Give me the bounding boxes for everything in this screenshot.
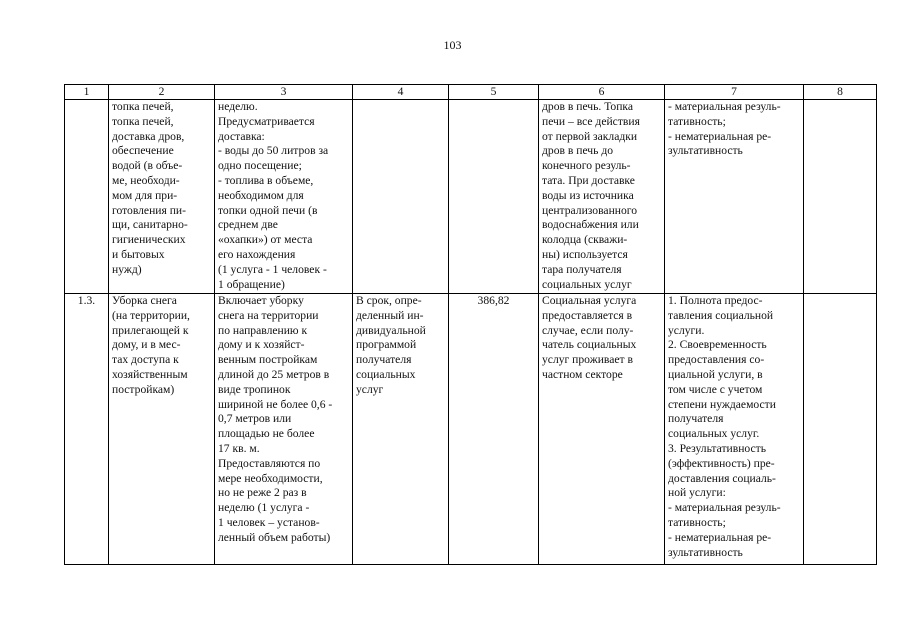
header-col-4: 4 [353, 85, 449, 100]
row-number-cell: 1.3. [65, 294, 109, 565]
header-col-1: 1 [65, 85, 109, 100]
table-row [65, 294, 877, 565]
row-number-cell [65, 100, 109, 294]
header-col-8: 8 [804, 85, 877, 100]
header-col-5: 5 [449, 85, 539, 100]
service-name-cell: Уборка снега (на территории, прилегающей к дому, и в мес- тах доступа к хозяйственным постройкам) [109, 294, 215, 565]
services-table [64, 84, 877, 565]
service-quality-cell: - материальная резуль- тативность; - нематериальная ре- зультативность [665, 100, 804, 294]
service-conditions-cell: дров в печь. Топка печи – все действия от первой закладки дров в печь до конечного резуль- тата. При доставке воды из источника централизованного водоснабжения или колодца (скважи- ны) используется тара получателя социальных услуг [539, 100, 665, 294]
service-description-cell: неделю. Предусматривается доставка: - воды до 50 литров за одно посещение; - топлива в объеме, необходимом для топки одной печи (в среднем две «охапки») от места его нахождения (1 услуга - 1 человек - 1 обращение) [215, 100, 353, 294]
service-price-cell [449, 100, 539, 294]
column-8-cell [804, 294, 877, 565]
service-description-cell: Включает уборку снега на территории по направлению к дому и к хозяйст- венным постройкам длиной до 25 метров в виде тропинок шириной не более 0,6 - 0,7 метров или площадью не более 17 кв. м. Предоставляются по мере необходимости, но не реже 2 раз в неделю (1 услуга - 1 человек – установ- ленный объем работы) [215, 294, 353, 565]
header-col-2: 2 [109, 85, 215, 100]
table-row [65, 100, 877, 294]
service-term-cell: В срок, опре- деленный ин- дивидуальной программой получателя социальных услуг [353, 294, 449, 565]
service-quality-cell: 1. Полнота предос- тавления социальной услуги. 2. Своевременность предоставления со- циальной услуги, в том числе с учетом степени нуждаемости получателя социальных услуг. 3. Результативность (эффективность) пре- доставления социаль- ной услуги: - материальная резуль- тативность; - нематериальная ре- зультативность [665, 294, 804, 565]
page-number: 103 [443, 38, 462, 52]
service-term-cell [353, 100, 449, 294]
header-col-7: 7 [665, 85, 804, 100]
header-col-6: 6 [539, 85, 665, 100]
header-row [65, 85, 877, 100]
header-col-3: 3 [215, 85, 353, 100]
column-8-cell [804, 100, 877, 294]
service-name-cell: топка печей, топка печей, доставка дров, обеспечение водой (в объе- ме, необходи- мом для при- готовления пи- щи, санитарно- гигиенических и бытовых нужд) [109, 100, 215, 294]
service-conditions-cell: Социальная услуга предоставляется в случае, если полу- чатель социальных услуг проживает в частном секторе [539, 294, 665, 565]
service-price-cell: 386,82 [449, 294, 539, 565]
